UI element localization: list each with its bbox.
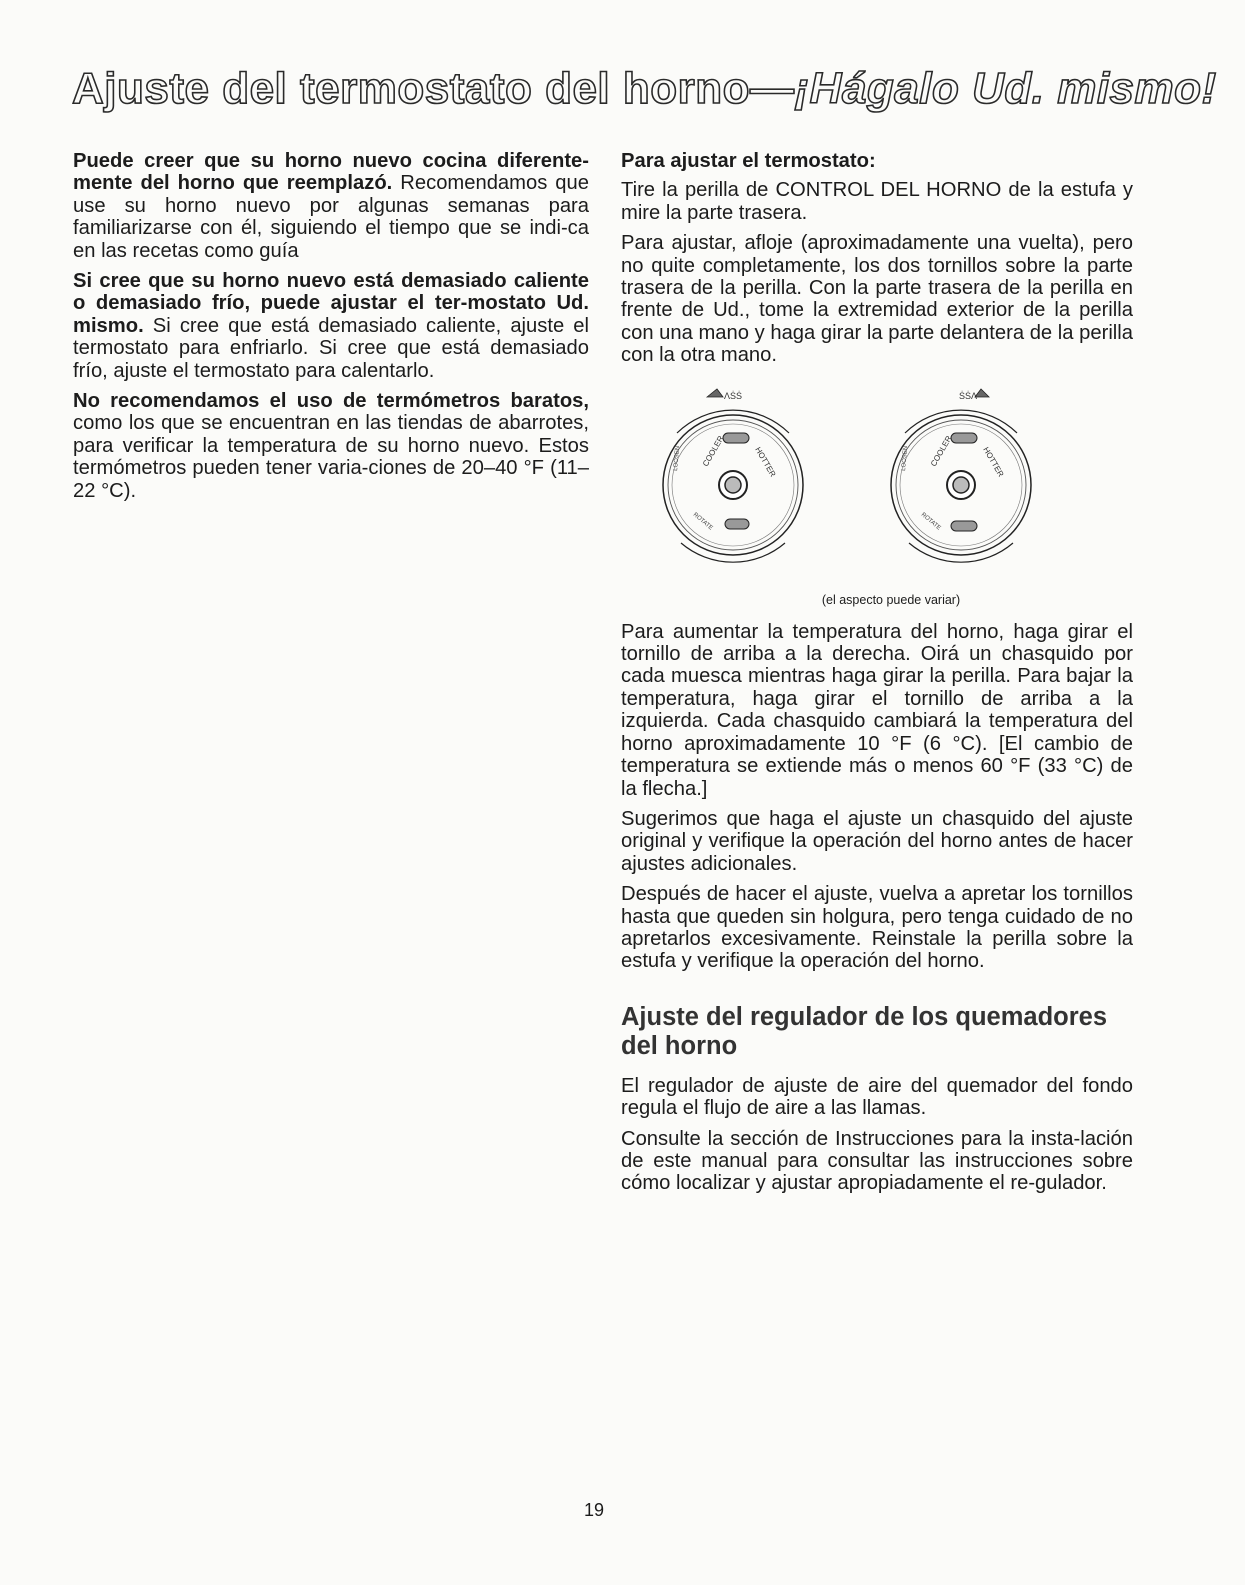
thermostat-subheading: Para ajustar el termostato: (621, 150, 876, 172)
left-p3-body: como los que se encuentran en las tiendas de abarrotes, para verificar la temperatura de su horno nuevo. Estos termómetros pueden tener varia-ciones de 20–40 °F (11–22 °C). (73, 412, 589, 502)
svg-text:ROTATE: ROTATE (919, 511, 942, 532)
left-paragraph-1 (73, 150, 589, 262)
left-p1-body: Recomendamos que use su horno nuevo por algunas semanas para familiarizarse con él, siguiendo el tiempo que se indi-ca en las recetas como guía (73, 172, 589, 262)
right-paragraph-7: Consulte la sección de Instrucciones para la insta-lación de este manual para consultar las instrucciones sobre cómo localizar y ajustar apropiadamente el re-gulador. (621, 1127, 1133, 1195)
knob-figure (621, 375, 1133, 587)
figure-caption: (el aspecto puede variar) (821, 592, 961, 607)
svg-text:HOTTER: HOTTER (753, 445, 778, 479)
right-paragraph-3: Para aumentar la temperatura del horno, haga girar el tornillo de arriba a la derecha. Oirá un chasquido por cada muesca mientras haga girar la perilla. Para bajar la temperatura, haga girar el tornillo de arriba a la izquierda. Cada chasquido cambiará la temperatura del horno aproximadamente 10 °F (6 °C). [El cambio de temperatura se extiende más o menos 60 °F (33 °C) de la flecha.] (621, 620, 1133, 800)
svg-text:COOLER: COOLER (928, 433, 954, 468)
title-italic: ¡Hágalo Ud. mismo! (794, 64, 1217, 113)
right-paragraph-5: Después de hacer el ajuste, vuelva a apretar los tornillos hasta que queden sin holgura, pero tenga cuidado de no apretarlos excesivamente. Reinstale la perilla sobre la estufa y verifique la operación del horno. (621, 883, 1133, 973)
left-p3-lead: No recomendamos el uso de termómetros baratos, (73, 390, 589, 413)
left-column (73, 150, 589, 510)
svg-text:COOLER: COOLER (700, 433, 726, 468)
svg-text:LOOSEN: LOOSEN (673, 445, 682, 471)
left-p2-body: Si cree que está demasiado caliente, ajuste el termostato para enfriarlo. Si cree que está demasiado frío, ajuste el termostato para calentarlo. (73, 314, 589, 382)
left-paragraph-3 (73, 390, 589, 502)
knob-right (891, 410, 1031, 562)
right-column (621, 150, 1133, 1203)
right-paragraph-2: Para ajustar, afloje (aproximadamente una vuelta), pero no quite completamente, los dos tornillos sobre la parte trasera de la perilla. Con la parte trasera de la perilla en frente de Ud., tome la extremidad exterior de la perilla con una mano y haga girar la parte delantera de la perilla con la otra mano. (621, 232, 1133, 367)
svg-text:ṠṠɅ: ṠṠɅ (959, 390, 978, 401)
svg-text:ɅṠṠ: ɅṠṠ (724, 390, 743, 401)
left-p2-lead: Si cree que su horno nuevo está demasiado caliente o demasiado frío, puede ajustar el ter-mostato Ud. mismo. (73, 270, 589, 337)
title-main: Ajuste del termostato del horno— (72, 64, 795, 113)
knob-left (663, 410, 803, 562)
svg-text:ROTATE: ROTATE (691, 511, 714, 532)
right-paragraph-4: Sugerimos que haga el ajuste un chasquido del ajuste original y verifique la operación del horno antes de hacer ajustes adicionales. (621, 807, 1133, 875)
page-title (72, 64, 1217, 114)
knob-illustration (621, 375, 1133, 587)
page-number: 19 (584, 1500, 605, 1520)
left-p1-lead: Puede creer que su horno nuevo cocina diferente-mente del horno que reemplazó. (73, 150, 589, 195)
svg-text:LOOSEN: LOOSEN (901, 445, 910, 471)
left-paragraph-2 (73, 270, 589, 382)
right-paragraph-1: Tire la perilla de CONTROL DEL HORNO de la estufa y mire la parte trasera. (621, 179, 1133, 224)
svg-text:HOTTER: HOTTER (981, 445, 1006, 479)
right-paragraph-6: El regulador de ajuste de aire del quemador del fondo regula el flujo de aire a las llamas. (621, 1074, 1133, 1120)
section-heading-burner-regulator: Ajuste del regulador de los quemadores del horno (621, 1002, 1108, 1060)
